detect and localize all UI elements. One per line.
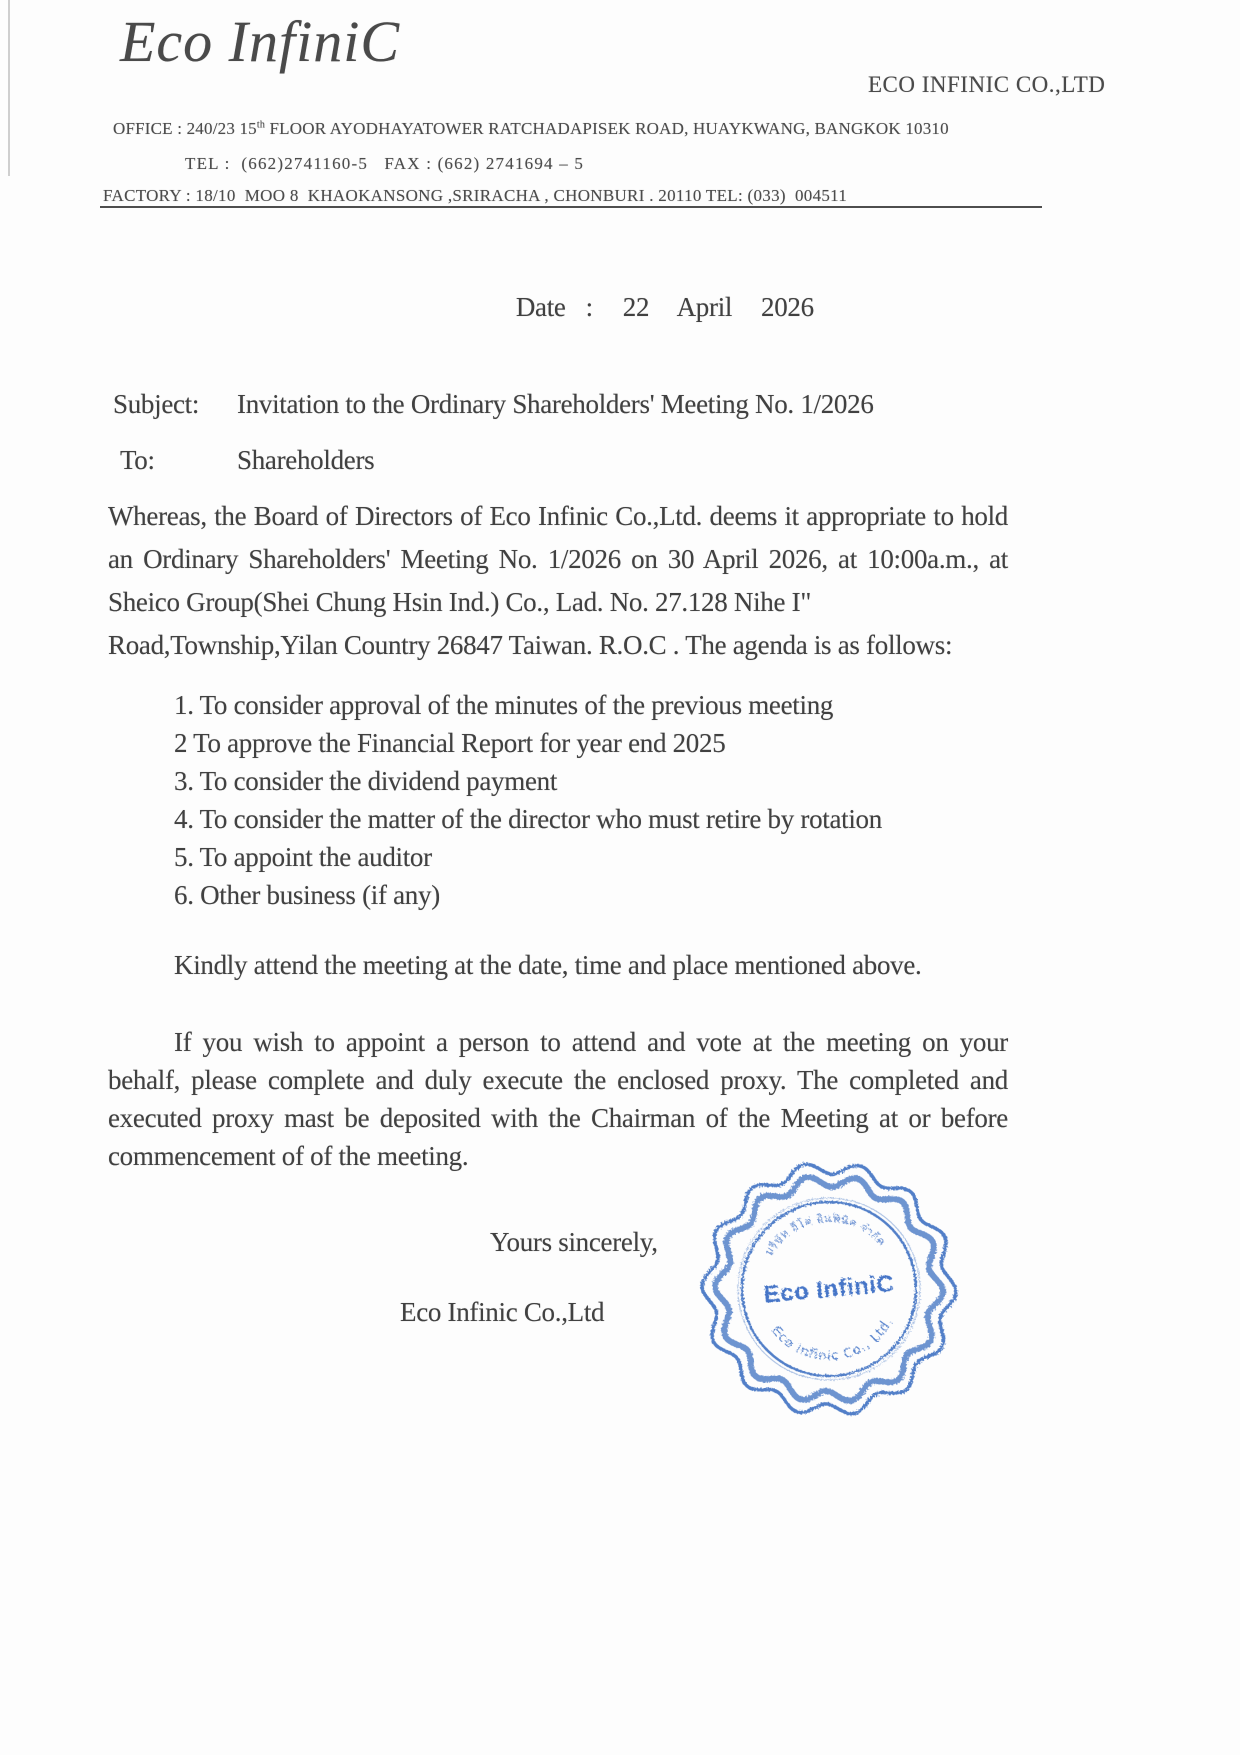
body-paragraph-2: Kindly attend the meeting at the date, time and place mentioned above. bbox=[174, 950, 922, 980]
to-row bbox=[113, 439, 1013, 482]
closing-company-name: Eco Infinic Co.,Ltd bbox=[400, 1297, 605, 1327]
stamp-graphic bbox=[687, 1147, 971, 1431]
agenda-item-5: 5. To appoint the auditor bbox=[174, 842, 432, 872]
subject-label: Subject: bbox=[113, 389, 200, 419]
agenda-item-2: 2 To approve the Financial Report for year end 2025 bbox=[174, 728, 726, 758]
body-paragraph-1 bbox=[108, 495, 1008, 667]
subject-value: Invitation to the Ordinary Shareholders' Meeting No. 1/2026 bbox=[237, 389, 874, 419]
to-label: To: bbox=[120, 445, 155, 475]
company-name: ECO INFINIC CO.,LTD bbox=[868, 72, 1106, 97]
paragraph-1-continued: Road,Township,Yilan Country 26847 Taiwan. R.O.C . The agenda is as follows: bbox=[108, 630, 953, 660]
office-address-prefix: OFFICE : 240/23 15 bbox=[113, 119, 257, 138]
company-logo: Eco InfiniC bbox=[120, 9, 401, 74]
stamp-top-arc-text: บริษัท อีโค่ อินฟินิค จำกัด bbox=[762, 1211, 889, 1258]
office-address-line bbox=[113, 119, 949, 139]
agenda-item-4: 4. To consider the matter of the director who must retire by rotation bbox=[174, 804, 882, 834]
date-value: 22 April 2026 bbox=[622, 292, 814, 322]
scan-edge-artifact bbox=[8, 0, 10, 176]
subject-row bbox=[113, 383, 1013, 426]
stamp-center-text: Eco InfiniC bbox=[762, 1270, 896, 1309]
agenda-item-3: 3. To consider the dividend payment bbox=[174, 766, 558, 796]
closing-salutation: Yours sincerely, bbox=[490, 1227, 658, 1257]
date-colon: : bbox=[585, 292, 593, 322]
agenda-item-6: 6. Other business (if any) bbox=[174, 880, 440, 910]
paragraph-1-main: Whereas, the Board of Directors of Eco Infinic Co.,Ltd. deems it appropriate to hold an Ordinary Shareholders' Meeting No. 1/2026 on 30 April 2026, at 10:00a.m., at Sheico Group(Shei Chung Hsin Ind.) Co., Lad. No. 27.128 Nihe I" bbox=[108, 501, 1008, 617]
to-value: Shareholders bbox=[237, 445, 375, 475]
company-stamp bbox=[687, 1147, 971, 1431]
letterhead-divider bbox=[100, 206, 1042, 208]
agenda-list bbox=[108, 686, 1008, 914]
date-label: Date bbox=[515, 292, 566, 322]
agenda-item-1: 1. To consider approval of the minutes of the previous meeting bbox=[174, 690, 834, 720]
office-address-suffix: FLOOR AYODHAYATOWER RATCHADAPISEK ROAD, HUAYKWANG, BANGKOK 10310 bbox=[265, 119, 949, 138]
body-paragraph-3: If you wish to appoint a person to attend and vote at the meeting on your behalf, please complete and duly execute the enclosed proxy. The completed and executed proxy mast be deposited with the Chairman of the Meeting at or before commencement of of the meeting. bbox=[108, 1027, 1008, 1171]
tel-fax-line: TEL : (662)2741160-5 FAX : (662) 2741694 – 5 bbox=[185, 154, 585, 173]
stamp-texts bbox=[757, 1207, 901, 1370]
stamp-bottom-arc-text: Eco Infinic Co., Ltd. bbox=[768, 1314, 897, 1365]
date-line bbox=[490, 243, 814, 372]
office-ordinal-sup: th bbox=[256, 119, 266, 131]
factory-address-line: FACTORY : 18/10 MOO 8 KHAOKANSONG ,SRIRACHA , CHONBURI . 20110 TEL: (033) 004511 bbox=[103, 186, 848, 205]
address-block bbox=[113, 383, 1013, 495]
